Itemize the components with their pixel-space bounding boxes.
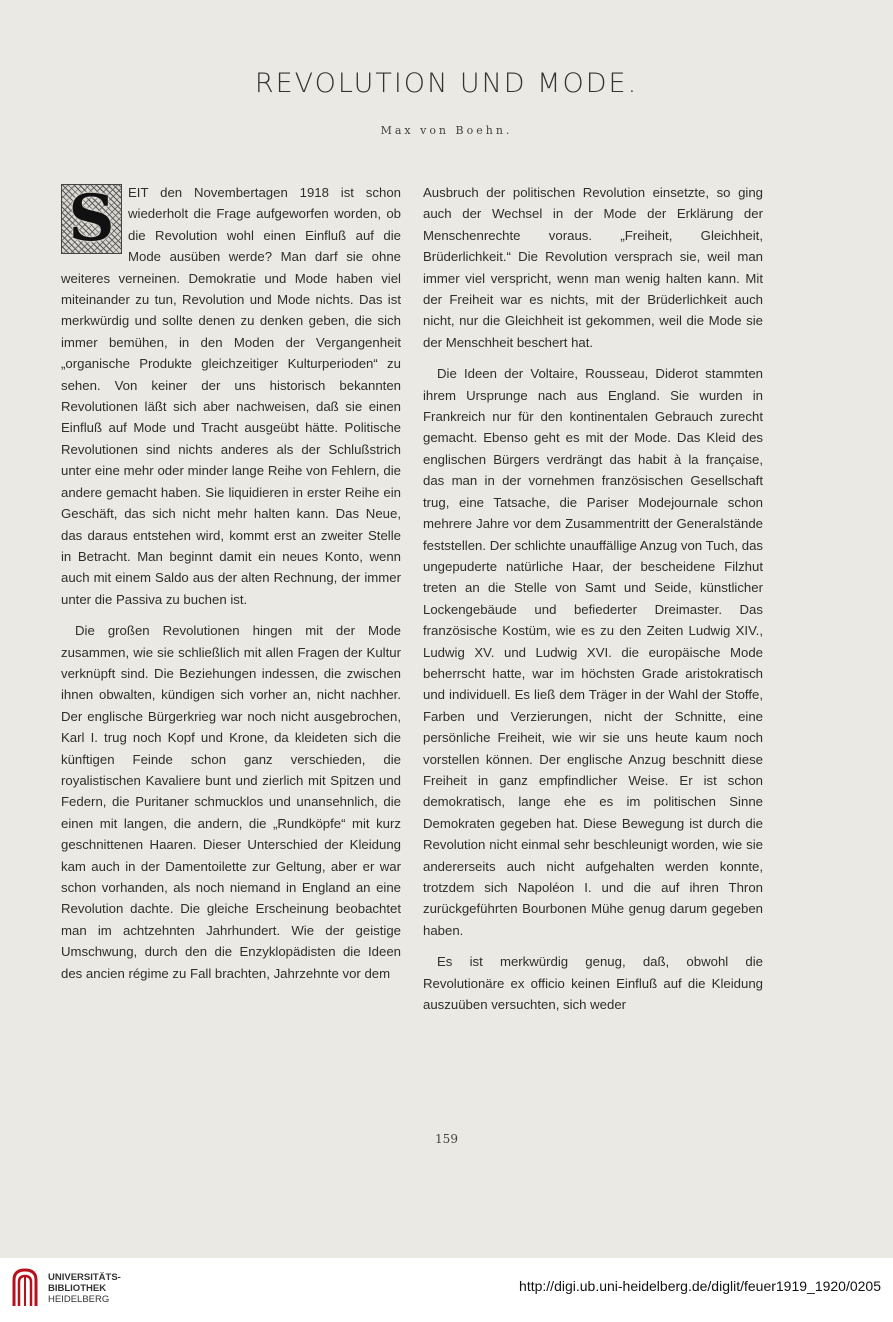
source-url-link[interactable]: http://digi.ub.uni-heidelberg.de/diglit/feuer1919_1920/0205 [519,1278,881,1294]
library-logo-icon[interactable] [10,1266,40,1310]
article-author: Max von Boehn. [380,124,513,137]
page-number: 159 [435,1132,458,1146]
paragraph: S EIT den Novembertagen 1918 ist schon wiederholt die Frage aufgeworfen worden, ob die Revolution wohl einen Einfluß auf die Mode ausüben werde? Man darf sie ohne weiteres verneinen. Demokratie und Mode haben viel miteinander zu tun, Revolution und Mode nichts. Das ist merkwürdig und sollte denen zu denken geben, die sich immer bemühen, in den Moden der Vergangenheit „organische Produkte gleichzeitiger Kulturperioden“ zu sehen. Von keiner der uns historisch bekannten Revolutionen läßt sich aber nachweisen, daß sie einen Einfluß auf Mode und Tracht ausgeübt hätte. Politische Revolutionen sind nichts anderes als der Schlußstrich unter eine mehr oder minder lange Reihe von Fehlern, die andere gemacht haben. Sie liquidieren in erster Reihe ein Geschäft, das sich nicht mehr halten kann. Das Neue, das daraus entstehen wird, kommt erst an zweiter Stelle in Betracht. Man beginnt damit ein neues Konto, wenn auch mit einem Saldo aus der alten Rechnung, der immer unter die Passiva zu buchen ist. [61,181,401,607]
paragraph: Die großen Revolutionen hingen mit der Mode zusammen, wie sie schließlich mit allen Fragen der Kultur verknüpft sind. Die Beziehungen indessen, die zwischen ihnen obwalten, kündigen sich vorher an, nicht nachher. Der englische Bürgerkrieg war noch nicht ausgebrochen, Karl I. trug noch Kopf und Krone, da kleideten sich die künftigen Feinde schon ganz verschieden, die royalistischen Kavaliere bunt und zierlich mit Spitzen und Federn, die Puritaner schmucklos und unansehnlich, die einen mit langen, die andern, die „Rundköpfe“ mit kurz geschnittenen Haaren. Dieser Unterschied der Kleidung kam auch in der Damentoilette zur Geltung, aber er war schon vorhanden, als noch niemand in England an eine Revolution dachte. Die gleiche Erscheinung beobachtet man im achtzehnten Jahrhundert. Wie der geistige Umschwung, durch den die Enzyklopädisten die Ideen des ancien régime zu Fall brachten, Jahrzehnte vor dem [61,623,401,981]
paragraph: Es ist merkwürdig genug, daß, obwohl die Revolutionäre ex officio keinen Einfluß auf die Kleidung auszuüben versuchten, sich weder [423,954,763,1013]
footer-bar [0,1258,893,1322]
paragraph: Die Ideen der Voltaire, Rousseau, Diderot stammten ihrem Ursprunge nach aus England. Sie wurden in Frankreich nur für den kontinentalen Gebrauch zurecht gemacht. Ebenso geht es mit der Mode. Das Kleid des englischen Bürgers verdrängt das habit à la française, das man in der vornehmen französischen Gesellschaft trug, eine Tatsache, die Pariser Modejournale schon mehrere Jahre vor dem Zusammentritt der Generalstände feststellen. Der schlichte unauffällige Anzug von Tuch, das ungepuderte natürliche Haar, der bescheidene Filzhut treten an die Stelle von Samt und Seide, künstlicher Lockengebäude und befiederter Dreimaster. Das französische Kostüm, wie es zu den Zeiten Ludwig XIV., Ludwig XV. und Ludwig XVI. die europäische Mode beherrscht hatte, war im höchsten Grade aristokratisch und individuell. Es ließ dem Träger in der Wahl der Stoffe, Farben und Verzierungen, nicht der Schnitte, eine persönliche Freiheit, wie wir sie uns heute kaum noch vorstellen können. Der englische Anzug beschnitt diese Freiheit in ganz empfindlicher Weise. Er ist schon demokratisch, lange ehe es im politischen Sinne Demokraten gegeben hat. Diese Bewegung ist durch die Revolution nicht einmal sehr beschleunigt worden, wie sie andererseits auch nicht aufgehalten werden konnte, trotzdem sich Napoléon I. und die auf ihren Thron zurückgeführten Bourbonen Mühe genug darum gegeben haben. [423,366,763,938]
library-name[interactable]: UNIVERSITÄTS- BIBLIOTHEK HEIDELBERG [48,1272,121,1305]
left-column [61,182,401,984]
right-column [423,182,763,1015]
article-title: REVOLUTION UND MODE. [254,68,639,99]
ornamental-initial-icon: S [61,184,122,254]
paragraph: Ausbruch der politischen Revolution einsetzte, so ging auch der Wechsel in der Mode der Erklärung der Menschenrechte voraus. „Freiheit, Gleichheit, Brüderlichkeit.“ Die Revolution versprach sie, weil man immer viel verspricht, wenn man wenig halten kann. Mit der Freiheit war es nichts, mit der Brüderlichkeit auch nicht, nur die Gleichheit ist gekommen, weil die Mode sie der Menschheit beschert hat. [423,185,763,350]
